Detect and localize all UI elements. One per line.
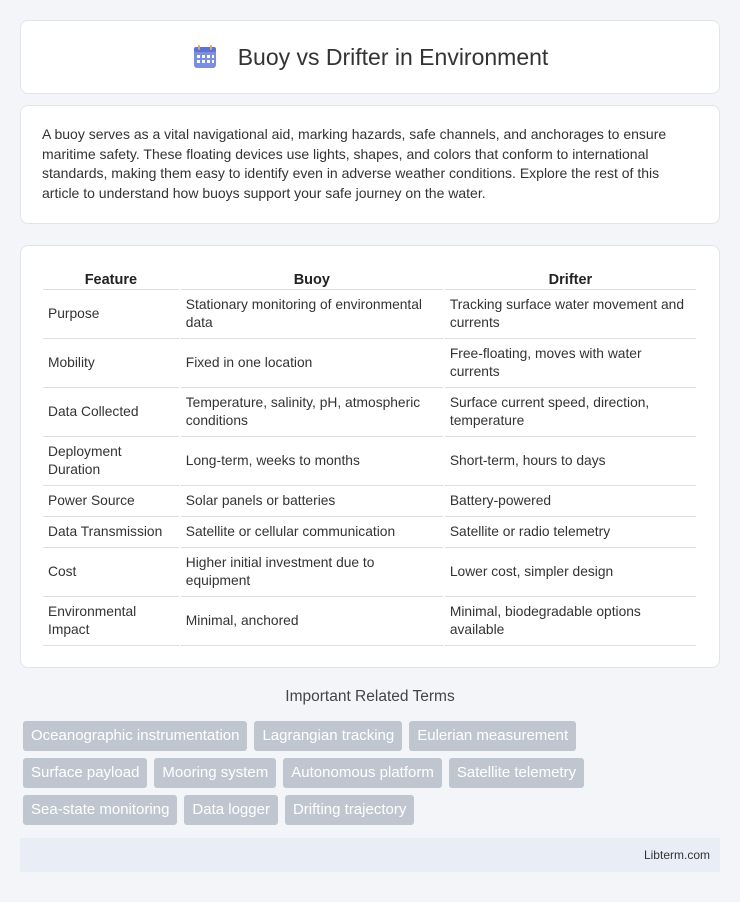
term-tag[interactable]: Surface payload xyxy=(23,758,147,788)
buoy-cell: Long-term, weeks to months xyxy=(181,437,443,486)
header-buoy: Buoy xyxy=(181,266,443,290)
buoy-cell: Stationary monitoring of environmental data xyxy=(181,290,443,339)
buoy-cell: Minimal, anchored xyxy=(181,597,443,646)
tag-row xyxy=(23,721,723,751)
term-tag[interactable]: Oceanographic instrumentation xyxy=(23,721,247,751)
page-title: Buoy vs Drifter in Environment xyxy=(237,43,549,70)
intro-text: A buoy serves as a vital navigational aid, marking hazards, safe channels, and anchorages to ensure maritime safety. These floating devices use lights, shapes, and colors that conform to international standards, making them easy to identify even in adverse weather conditions. Explore the rest of this article to understand how buoys support your safe journey on the water. xyxy=(42,126,667,201)
table-row xyxy=(43,517,696,548)
feature-cell: Cost xyxy=(43,548,179,597)
feature-cell: Environmental Impact xyxy=(43,597,179,646)
comparison-table-card xyxy=(20,245,720,668)
footer xyxy=(20,838,720,872)
header-feature: Feature xyxy=(43,266,179,290)
feature-cell: Deployment Duration xyxy=(43,437,179,486)
term-tag[interactable]: Mooring system xyxy=(154,758,276,788)
table-header-row xyxy=(43,266,696,290)
table-row xyxy=(43,548,696,597)
term-tag[interactable]: Lagrangian tracking xyxy=(254,721,402,751)
calendar-grid-icon xyxy=(192,44,218,70)
table-row xyxy=(43,486,696,517)
drifter-cell: Tracking surface water movement and currents xyxy=(445,290,696,339)
table-row xyxy=(43,597,696,646)
drifter-cell: Free-floating, moves with water currents xyxy=(445,339,696,388)
header-drifter: Drifter xyxy=(445,266,696,290)
term-tag[interactable]: Eulerian measurement xyxy=(409,721,576,751)
term-tag[interactable]: Sea-state monitoring xyxy=(23,795,177,825)
related-terms-title: Important Related Terms xyxy=(285,688,455,705)
drifter-cell: Surface current speed, direction, temperature xyxy=(445,388,696,437)
feature-cell: Mobility xyxy=(43,339,179,388)
comparison-table xyxy=(41,266,698,646)
feature-cell: Power Source xyxy=(43,486,179,517)
term-tag[interactable]: Data logger xyxy=(184,795,278,825)
buoy-cell: Fixed in one location xyxy=(181,339,443,388)
tag-row xyxy=(23,758,723,788)
table-row xyxy=(43,290,696,339)
tag-row xyxy=(23,795,723,825)
feature-cell: Data Collected xyxy=(43,388,179,437)
feature-cell: Data Transmission xyxy=(43,517,179,548)
related-terms-list xyxy=(23,721,723,832)
term-tag[interactable]: Drifting trajectory xyxy=(285,795,414,825)
term-tag[interactable]: Satellite telemetry xyxy=(449,758,584,788)
drifter-cell: Minimal, biodegradable options available xyxy=(445,597,696,646)
drifter-cell: Battery-powered xyxy=(445,486,696,517)
footer-site-link[interactable]: Libterm.com xyxy=(643,848,710,862)
header-card xyxy=(20,20,720,94)
table-row xyxy=(43,437,696,486)
drifter-cell: Short-term, hours to days xyxy=(445,437,696,486)
drifter-cell: Satellite or radio telemetry xyxy=(445,517,696,548)
table-row xyxy=(43,388,696,437)
feature-cell: Purpose xyxy=(43,290,179,339)
intro-card xyxy=(20,105,720,224)
buoy-cell: Temperature, salinity, pH, atmospheric conditions xyxy=(181,388,443,437)
buoy-cell: Satellite or cellular communication xyxy=(181,517,443,548)
buoy-cell: Higher initial investment due to equipment xyxy=(181,548,443,597)
buoy-cell: Solar panels or batteries xyxy=(181,486,443,517)
table-row xyxy=(43,339,696,388)
term-tag[interactable]: Autonomous platform xyxy=(283,758,442,788)
drifter-cell: Lower cost, simpler design xyxy=(445,548,696,597)
